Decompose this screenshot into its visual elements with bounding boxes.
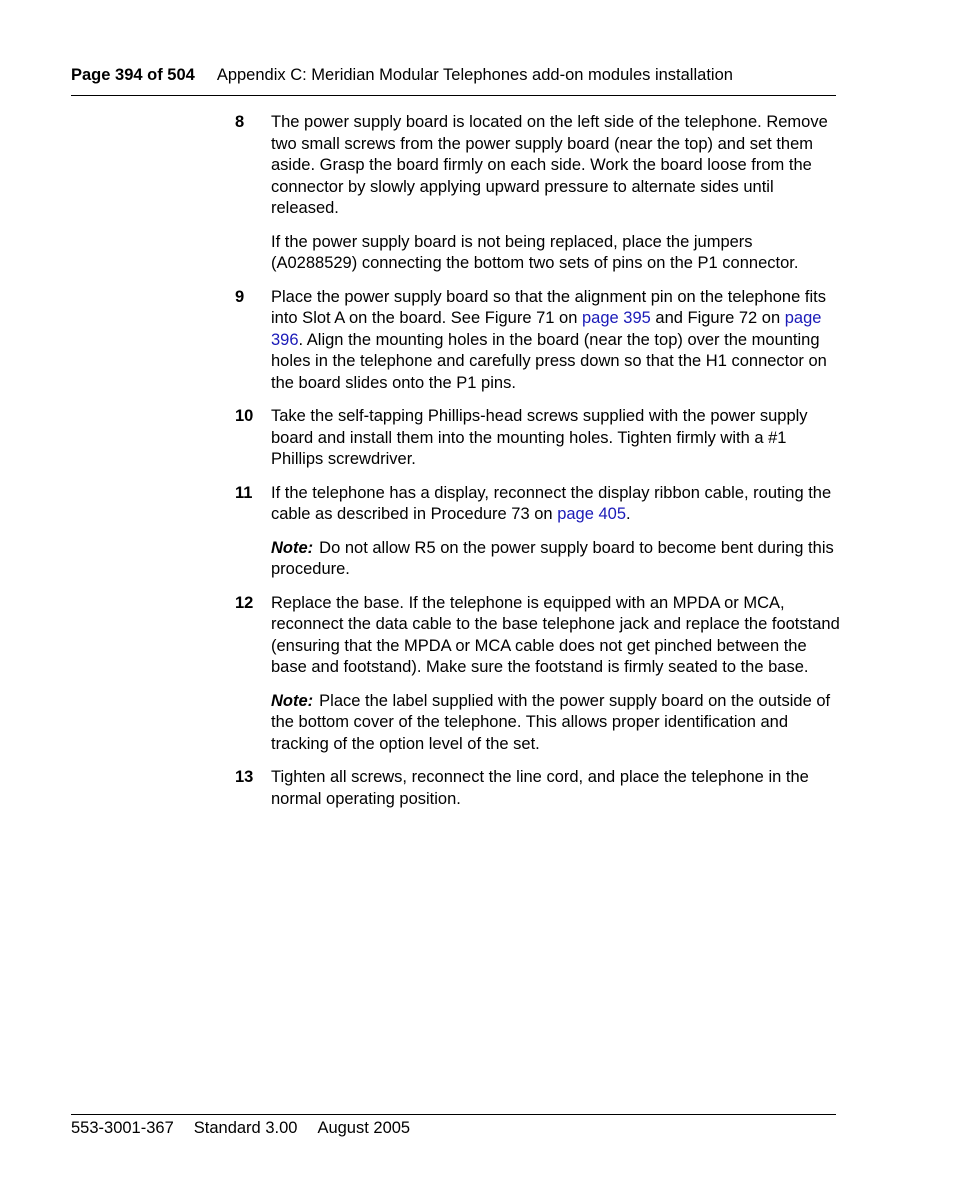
text-run: If the telephone has a display, reconnect the display ribbon cable, routing the cable as described in Procedure 73 on bbox=[271, 483, 832, 523]
step-text: If the power supply board is not being replaced, place the jumpers (A0288529) connecting the bottom two sets of pins on the P1 connector. bbox=[271, 232, 799, 272]
doc-date: August 2005 bbox=[317, 1119, 411, 1137]
step-10 bbox=[235, 406, 840, 471]
step-note bbox=[271, 691, 840, 756]
step-11 bbox=[235, 483, 840, 581]
step-text: The power supply board is located on the left side of the telephone. Remove two small screws from the power supply board (near the top) and set them aside. Grasp the board firmly on each side. Work the board loose from the connector by slowly applying upward pressure to alternate sides until released. bbox=[271, 113, 828, 217]
step-9 bbox=[235, 287, 840, 395]
step-number: 13 bbox=[235, 768, 254, 786]
step-note bbox=[271, 538, 840, 581]
step-text: Replace the base. If the telephone is equipped with an MPDA or MCA, reconnect the data cable to the base telephone jack and replace the footstand (ensuring that the MPDA or MCA cable does not get pinched between the base and footstand). Make sure the footstand is firmly seated to the base. bbox=[271, 593, 840, 676]
text-run: Place the power supply board so that the alignment pin on the telephone fits into Slot A on the board. See Figure 71 on bbox=[271, 287, 826, 327]
note-text: Place the label supplied with the power supply board on the outside of the bottom cover of the telephone. This allows proper identification and tracking of the option level of the set. bbox=[271, 691, 831, 753]
note-text: Do not allow R5 on the power supply board to become bent during this procedure. bbox=[271, 538, 834, 578]
page-footer bbox=[71, 1117, 836, 1139]
footer-rule bbox=[71, 1114, 836, 1115]
doc-standard: Standard 3.00 bbox=[193, 1119, 298, 1137]
step-number: 8 bbox=[235, 113, 245, 131]
step-number: 12 bbox=[235, 593, 254, 612]
note-label: Note: bbox=[271, 691, 314, 710]
header-title: Appendix C: Meridian Modular Telephones add-on modules installation bbox=[216, 66, 733, 84]
doc-number: 553-3001-367 bbox=[71, 1119, 174, 1137]
page-link-396[interactable]: page 396 bbox=[271, 309, 822, 349]
step-13 bbox=[235, 767, 840, 810]
page-header bbox=[71, 64, 836, 86]
page-link-395[interactable]: page 395 bbox=[581, 309, 651, 327]
step-number: 9 bbox=[235, 287, 245, 306]
step-text bbox=[271, 287, 840, 395]
page-link-405[interactable]: page 405 bbox=[557, 505, 627, 523]
step-text bbox=[271, 483, 840, 526]
text-run: . bbox=[626, 505, 631, 523]
note-label: Note: bbox=[271, 538, 314, 557]
page-number: Page 394 of 504 bbox=[71, 66, 195, 84]
step-number: 10 bbox=[235, 407, 254, 425]
step-number: 11 bbox=[235, 483, 253, 502]
text-run: . Align the mounting holes in the board (near the top) over the mounting holes in the telephone and carefully press down so that the H1 connector on the board slides onto the P1 pins. bbox=[271, 330, 827, 392]
step-12 bbox=[235, 593, 840, 756]
procedure-steps bbox=[235, 112, 840, 822]
step-text: Tighten all screws, reconnect the line cord, and place the telephone in the normal operating position. bbox=[271, 768, 809, 808]
text-run: and Figure 72 on bbox=[650, 309, 785, 327]
step-text: Take the self-tapping Phillips-head screws supplied with the power supply board and install them into the mounting holes. Tighten firmly with a #1 Phillips screwdriver. bbox=[271, 407, 808, 468]
step-8 bbox=[235, 112, 840, 275]
header-rule bbox=[71, 95, 836, 96]
